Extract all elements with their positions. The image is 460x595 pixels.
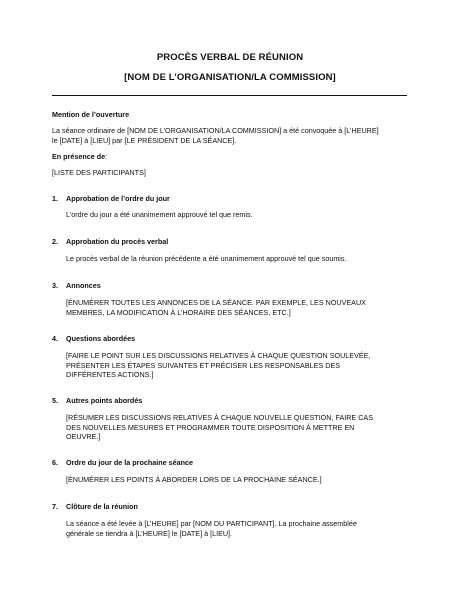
section-line: MEMBRES, LA MODIFICATION À L’HORAIRE DES SÉANCES, ETC.] (66, 307, 291, 317)
section-line: OEUVRE.] (66, 432, 101, 442)
presence-heading (52, 152, 107, 162)
section-line: Le procès verbal de la réunion précédente a été unanimement approuvé tel que soumis. (66, 254, 347, 263)
section-number: 6. (52, 458, 58, 467)
section-heading: Annonces (66, 281, 101, 290)
section-line: PRÉSENTER LES ÉTAPES SUIVANTES ET PRÉCISER LES RESPONSABLES DES (66, 360, 341, 370)
opening-line-1: La séance ordinaire de [NOM DE L’ORGANISATION/LA COMMISSION] a été convoquée à [L’HEURE] (52, 126, 379, 135)
section-heading: Ordre du jour de la prochaine séance (66, 458, 194, 467)
opening-line-2: le [DATE] à [LIEU] par [LE PRÉSIDENT DE LA SÉANCE]. (52, 135, 237, 145)
section-heading: Clôture de la réunion (66, 502, 138, 511)
presence-value: [LISTE DES PARTICIPANTS] (52, 168, 146, 177)
section-line: L’ordre du jour a été unanimement approuvé tel que remis. (66, 210, 253, 219)
section-heading: Autres points abordés (66, 396, 143, 405)
section-line: [FAIRE LE POINT SUR LES DISCUSSIONS RELATIVES À CHAQUE QUESTION SOULEVÉE, (66, 351, 371, 360)
presence-label: En présence de (52, 152, 106, 161)
section-heading: Approbation de l’ordre du jour (66, 194, 170, 203)
section-line: générale se tiendra à [L’HEURE] le [DATE] à [LIEU]. (66, 528, 233, 538)
presence-colon: : (105, 152, 108, 161)
section-line: [ÉNUMÉRER TOUTES LES ANNONCES DE LA SÉANCE. PAR EXEMPLE, LES NOUVEAUX (66, 298, 366, 307)
section-line: La séance a été levée à [L’HEURE] par [NOM DU PARTICIPANT]. La prochaine assemblée (66, 519, 357, 528)
section-number: 5. (52, 396, 58, 405)
section-line: [RÉSUMER LES DISCUSSIONS RELATIVES À CHAQUE NOUVELLE QUESTION, FAIRE CAS (66, 413, 374, 422)
section-number: 7. (52, 502, 58, 511)
section-heading: Approbation du procès verbal (66, 237, 169, 246)
section-number: 1. (52, 194, 58, 203)
title-divider (52, 95, 407, 96)
section-number: 4. (52, 334, 58, 343)
section-heading: Questions abordées (66, 334, 136, 343)
section-line: DIFFÉRENTES ACTIONS.] (66, 370, 154, 380)
document-subtitle: [NOM DE L’ORGANISATION/LA COMMISSION] (124, 72, 336, 83)
section-line: DES NOUVELLES MESURES ET PROGRAMMER TOUTE DISPOSITION À METTRE EN (66, 422, 355, 432)
document-title: PROCÈS VERBAL DE RÉUNION (156, 52, 304, 63)
section-number: 3. (52, 281, 58, 290)
section-number: 2. (52, 237, 58, 246)
opening-heading: Mention de l’ouverture (52, 110, 130, 119)
section-line: [ÉNUMÉRER LES POINTS À ABORDER LORS DE LA PROCHAINE SÉANCE.] (66, 475, 322, 484)
